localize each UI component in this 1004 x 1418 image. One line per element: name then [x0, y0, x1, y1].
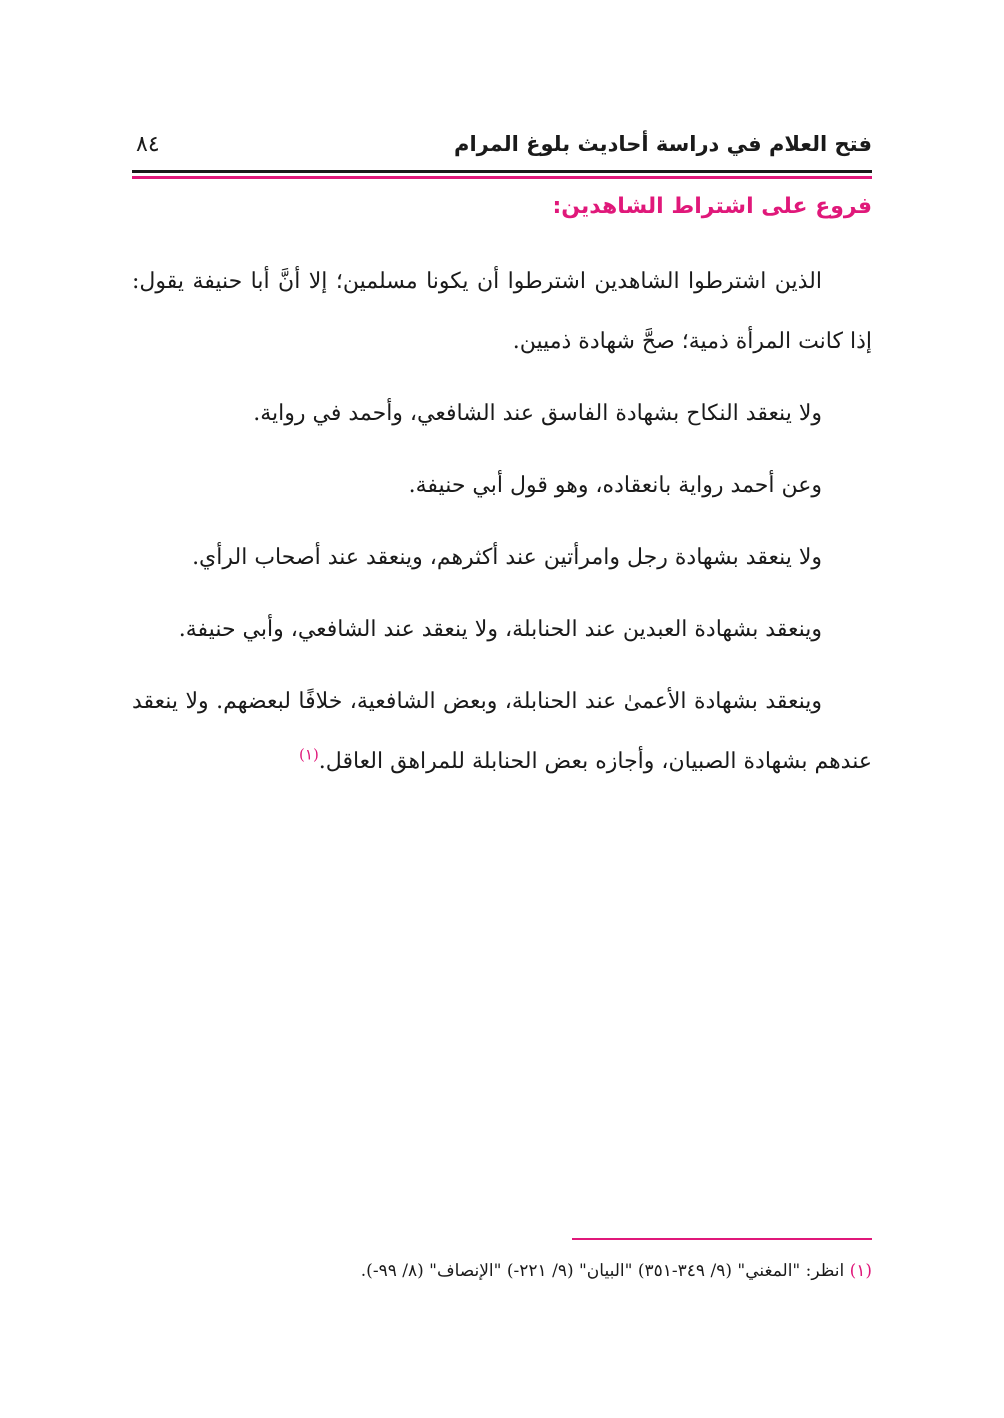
footnote-text: انظر: "المغني" (٩/ ٣٤٩-٣٥١) "البيان" (٩/ ٢٢١-) "الإنصاف" (٨/ ٩٩-). — [360, 1261, 845, 1281]
paragraph: ولا ينعقد بشهادة رجل وامرأتين عند أكثرهم، وينعقد عند أصحاب الرأي. — [192, 545, 822, 570]
paragraph: الذين اشترطوا الشاهدين اشترطوا أن يكونا مسلمين؛ إلا أنَّ أبا حنيفة يقول: إذا كانت المرأة ذمية؛ صحَّ شهادة ذميين. — [132, 269, 872, 354]
paragraph: وينعقد بشهادة العبدين عند الحنابلة، ولا ينعقد عند الشافعي، وأبي حنيفة. — [178, 617, 822, 642]
paragraph-last — [132, 672, 872, 792]
header-rule-pink — [132, 176, 872, 179]
footnote-marker: (١) — [849, 1261, 872, 1281]
footnote-separator — [572, 1238, 872, 1240]
paragraph: وعن أحمد رواية بانعقاده، وهو قول أبي حنيفة. — [408, 473, 822, 498]
page-number: ٨٤ — [136, 132, 160, 157]
footnote — [132, 1256, 872, 1286]
paragraph-text: وينعقد بشهادة الأعمىٰ عند الحنابلة، وبعض الشافعية، خلافًا لبعضهم. ولا ينعقد عندهم بشهادة الصبيان، وأجازه بعض الحنابلة للمراهق العاقل. — [132, 689, 872, 774]
main-text — [132, 252, 872, 804]
header-rule-black — [132, 170, 872, 173]
book-title: فتح العلام في دراسة أحاديث بلوغ المرام — [454, 132, 872, 156]
footnote-reference[interactable]: (١) — [299, 745, 319, 764]
section-heading: فروع على اشتراط الشاهدين: — [552, 194, 872, 219]
paragraph: ولا ينعقد النكاح بشهادة الفاسق عند الشافعي، وأحمد في رواية. — [253, 401, 822, 426]
running-header — [132, 128, 872, 168]
